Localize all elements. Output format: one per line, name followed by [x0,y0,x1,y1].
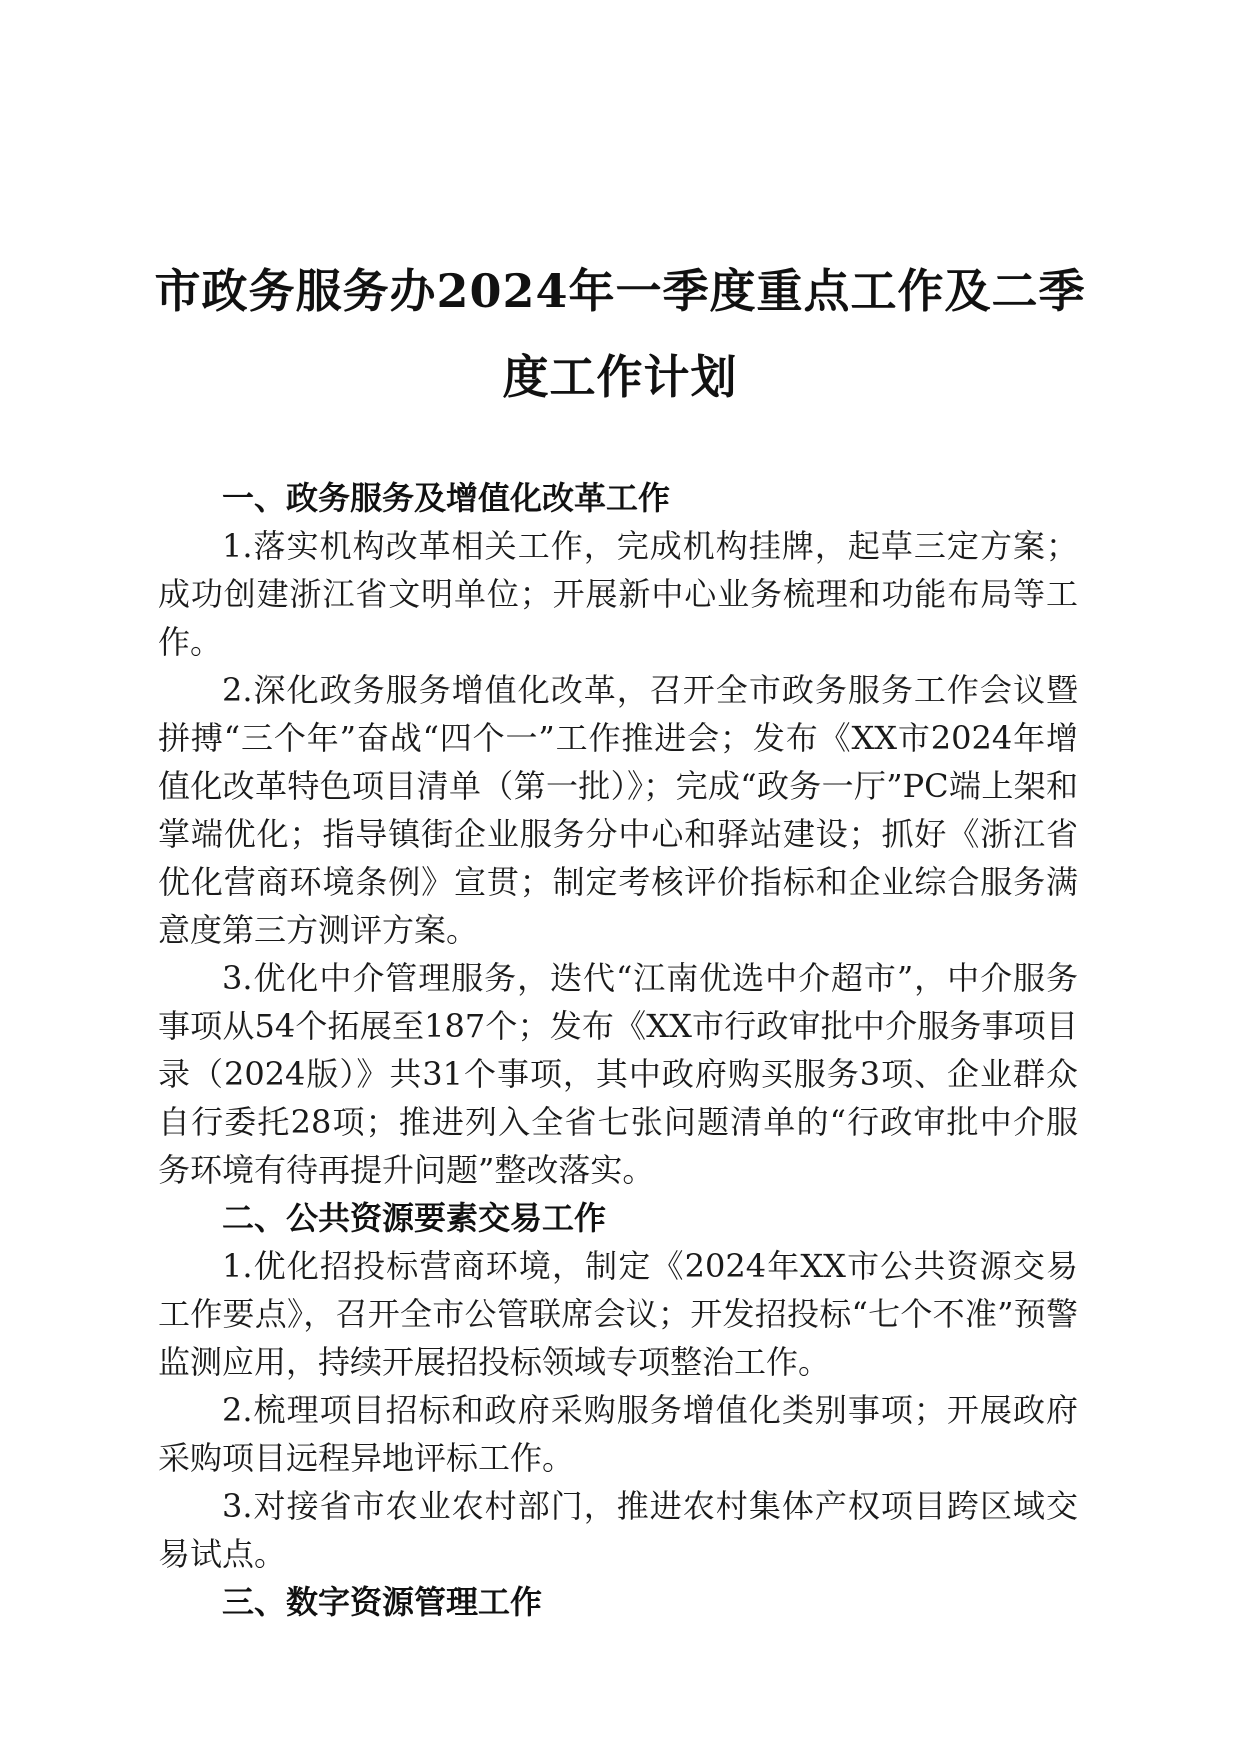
paragraph: 2.深化政务服务增值化改革，召开全市政务服务工作会议暨拼搏“三个年”奋战“四个一”工作推进会；发布《XX市2024年增值化改革特色项目清单（第一批）》；完成“政务一厅”PC端上架和掌端优化；指导镇街企业服务分中心和驿站建设；抓好《浙江省优化营商环境条例》宣贯；制定考核评价指标和企业综合服务满意度第三方测评方案。 [158,671,1078,949]
section-heading-2: 二、公共资源要素交易工作 [222,1199,607,1237]
section-heading-3: 三、数字资源管理工作 [222,1583,543,1621]
document-title-line-1: 市政务服务办2024年一季度重点工作及二季 [154,264,1086,318]
paragraph: 2.梳理项目招标和政府采购服务增值化类别事项；开展政府采购项目远程异地评标工作。 [158,1391,1078,1477]
paragraph: 1.落实机构改革相关工作，完成机构挂牌，起草三定方案；成功创建浙江省文明单位；开展新中心业务梳理和功能布局等工作。 [158,527,1078,661]
paragraph: 3.优化中介管理服务，迭代“江南优选中介超市”，中介服务事项从54个拓展至187个；发布《XX市行政审批中介服务事项目录（2024版）》共31个事项，其中政府购买服务3项、企业群众自行委托28项；推进列入全省七张问题清单的“行政审批中介服务环境有待再提升问题”整改落实。 [158,959,1078,1189]
paragraph: 3.对接省市农业农村部门，推进农村集体产权项目跨区域交易试点。 [158,1487,1078,1573]
document-title-line-2: 度工作计划 [502,350,738,404]
section-heading-1: 一、政务服务及增值化改革工作 [222,479,671,517]
paragraph: 1.优化招投标营商环境，制定《2024年XX市公共资源交易工作要点》，召开全市公管联席会议；开发招投标“七个不准”预警监测应用，持续开展招投标领域专项整治工作。 [158,1247,1078,1381]
document-body [158,474,1078,1626]
